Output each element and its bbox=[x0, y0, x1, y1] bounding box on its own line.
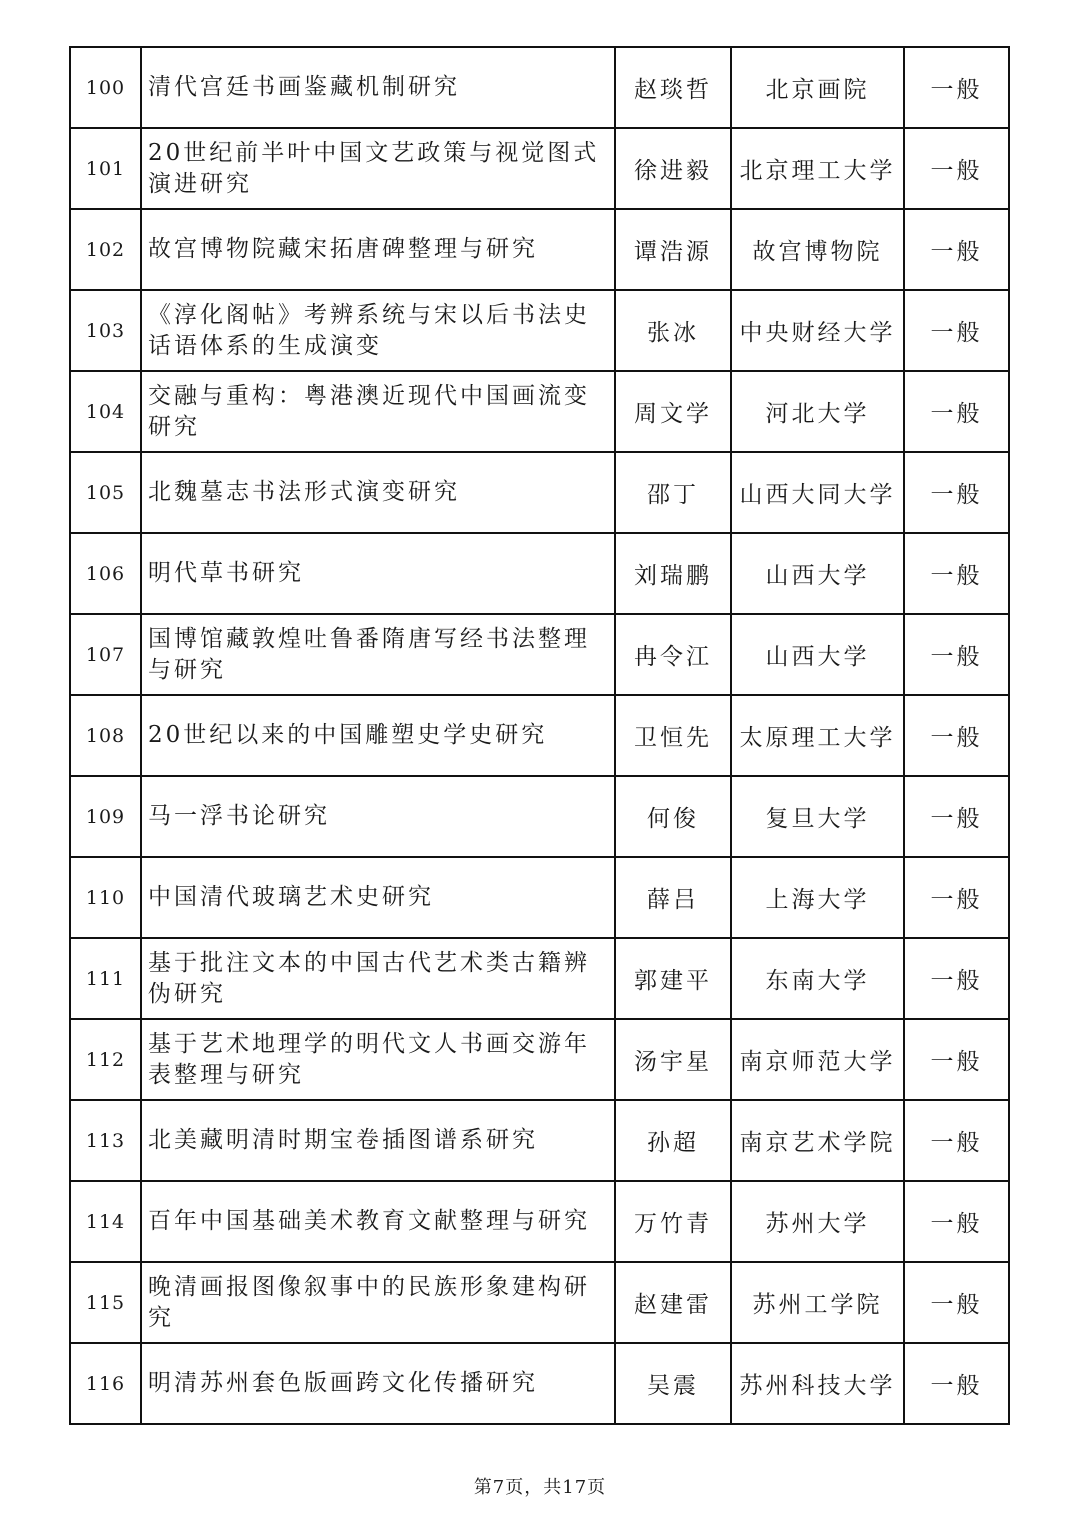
project-list-table bbox=[69, 46, 1010, 1425]
person-in-charge: 郭建平 bbox=[615, 938, 731, 1019]
project-title: 交融与重构：粤港澳近现代中国画流变研究 bbox=[141, 371, 615, 452]
project-title: 明代草书研究 bbox=[141, 533, 615, 614]
project-title: 20世纪以来的中国雕塑史学史研究 bbox=[141, 695, 615, 776]
person-in-charge: 冉令江 bbox=[615, 614, 731, 695]
project-level: 一般 bbox=[904, 857, 1009, 938]
table-row bbox=[70, 1019, 1009, 1100]
project-level: 一般 bbox=[904, 290, 1009, 371]
person-in-charge: 赵琰哲 bbox=[615, 47, 731, 128]
table-row bbox=[70, 695, 1009, 776]
row-number: 103 bbox=[70, 290, 141, 371]
project-level: 一般 bbox=[904, 1019, 1009, 1100]
project-level: 一般 bbox=[904, 452, 1009, 533]
project-title: 《淳化阁帖》考辨系统与宋以后书法史话语体系的生成演变 bbox=[141, 290, 615, 371]
project-level: 一般 bbox=[904, 1343, 1009, 1424]
institution: 南京艺术学院 bbox=[731, 1100, 904, 1181]
institution: 苏州科技大学 bbox=[731, 1343, 904, 1424]
table-body bbox=[70, 47, 1009, 1424]
table-row bbox=[70, 209, 1009, 290]
table-row bbox=[70, 128, 1009, 209]
institution: 山西大学 bbox=[731, 614, 904, 695]
institution: 苏州工学院 bbox=[731, 1262, 904, 1343]
project-title: 北美藏明清时期宝卷插图谱系研究 bbox=[141, 1100, 615, 1181]
project-title: 20世纪前半叶中国文艺政策与视觉图式演进研究 bbox=[141, 128, 615, 209]
row-number: 112 bbox=[70, 1019, 141, 1100]
row-number: 115 bbox=[70, 1262, 141, 1343]
row-number: 106 bbox=[70, 533, 141, 614]
table-row bbox=[70, 1181, 1009, 1262]
project-title: 中国清代玻璃艺术史研究 bbox=[141, 857, 615, 938]
person-in-charge: 赵建雷 bbox=[615, 1262, 731, 1343]
page-number-footer: 第7页，共17页 bbox=[473, 1477, 607, 1498]
table-row bbox=[70, 776, 1009, 857]
table-row bbox=[70, 857, 1009, 938]
project-title: 晚清画报图像叙事中的民族形象建构研究 bbox=[141, 1262, 615, 1343]
table-row bbox=[70, 290, 1009, 371]
person-in-charge: 孙超 bbox=[615, 1100, 731, 1181]
row-number: 101 bbox=[70, 128, 141, 209]
project-title: 马一浮书论研究 bbox=[141, 776, 615, 857]
row-number: 100 bbox=[70, 47, 141, 128]
institution: 上海大学 bbox=[731, 857, 904, 938]
table-row bbox=[70, 614, 1009, 695]
project-title: 百年中国基础美术教育文献整理与研究 bbox=[141, 1181, 615, 1262]
table-row bbox=[70, 452, 1009, 533]
project-level: 一般 bbox=[904, 1262, 1009, 1343]
project-level: 一般 bbox=[904, 938, 1009, 1019]
project-level: 一般 bbox=[904, 614, 1009, 695]
institution: 复旦大学 bbox=[731, 776, 904, 857]
institution: 北京理工大学 bbox=[731, 128, 904, 209]
table-row bbox=[70, 371, 1009, 452]
person-in-charge: 卫恒先 bbox=[615, 695, 731, 776]
institution: 故宫博物院 bbox=[731, 209, 904, 290]
project-title: 国博馆藏敦煌吐鲁番隋唐写经书法整理与研究 bbox=[141, 614, 615, 695]
row-number: 116 bbox=[70, 1343, 141, 1424]
row-number: 102 bbox=[70, 209, 141, 290]
project-title: 基于艺术地理学的明代文人书画交游年表整理与研究 bbox=[141, 1019, 615, 1100]
table-row bbox=[70, 938, 1009, 1019]
row-number: 105 bbox=[70, 452, 141, 533]
row-number: 107 bbox=[70, 614, 141, 695]
person-in-charge: 邵丁 bbox=[615, 452, 731, 533]
institution: 南京师范大学 bbox=[731, 1019, 904, 1100]
institution: 北京画院 bbox=[731, 47, 904, 128]
institution: 东南大学 bbox=[731, 938, 904, 1019]
project-level: 一般 bbox=[904, 1181, 1009, 1262]
project-level: 一般 bbox=[904, 1100, 1009, 1181]
project-level: 一般 bbox=[904, 209, 1009, 290]
table-row bbox=[70, 1262, 1009, 1343]
institution: 山西大学 bbox=[731, 533, 904, 614]
project-level: 一般 bbox=[904, 533, 1009, 614]
person-in-charge: 何俊 bbox=[615, 776, 731, 857]
person-in-charge: 谭浩源 bbox=[615, 209, 731, 290]
project-title: 故宫博物院藏宋拓唐碑整理与研究 bbox=[141, 209, 615, 290]
row-number: 104 bbox=[70, 371, 141, 452]
institution: 河北大学 bbox=[731, 371, 904, 452]
institution: 太原理工大学 bbox=[731, 695, 904, 776]
project-level: 一般 bbox=[904, 128, 1009, 209]
row-number: 114 bbox=[70, 1181, 141, 1262]
institution: 中央财经大学 bbox=[731, 290, 904, 371]
person-in-charge: 周文学 bbox=[615, 371, 731, 452]
table-row bbox=[70, 1100, 1009, 1181]
person-in-charge: 汤宇星 bbox=[615, 1019, 731, 1100]
person-in-charge: 吴震 bbox=[615, 1343, 731, 1424]
row-number: 113 bbox=[70, 1100, 141, 1181]
table-row bbox=[70, 533, 1009, 614]
person-in-charge: 万竹青 bbox=[615, 1181, 731, 1262]
person-in-charge: 刘瑞鹏 bbox=[615, 533, 731, 614]
person-in-charge: 徐进毅 bbox=[615, 128, 731, 209]
institution: 苏州大学 bbox=[731, 1181, 904, 1262]
project-title: 清代宫廷书画鉴藏机制研究 bbox=[141, 47, 615, 128]
person-in-charge: 张冰 bbox=[615, 290, 731, 371]
row-number: 108 bbox=[70, 695, 141, 776]
table-row bbox=[70, 47, 1009, 128]
row-number: 109 bbox=[70, 776, 141, 857]
project-level: 一般 bbox=[904, 47, 1009, 128]
person-in-charge: 薛吕 bbox=[615, 857, 731, 938]
project-level: 一般 bbox=[904, 695, 1009, 776]
project-title: 北魏墓志书法形式演变研究 bbox=[141, 452, 615, 533]
project-level: 一般 bbox=[904, 371, 1009, 452]
project-title: 明清苏州套色版画跨文化传播研究 bbox=[141, 1343, 615, 1424]
project-title: 基于批注文本的中国古代艺术类古籍辨伪研究 bbox=[141, 938, 615, 1019]
row-number: 111 bbox=[70, 938, 141, 1019]
project-level: 一般 bbox=[904, 776, 1009, 857]
table-row bbox=[70, 1343, 1009, 1424]
row-number: 110 bbox=[70, 857, 141, 938]
institution: 山西大同大学 bbox=[731, 452, 904, 533]
